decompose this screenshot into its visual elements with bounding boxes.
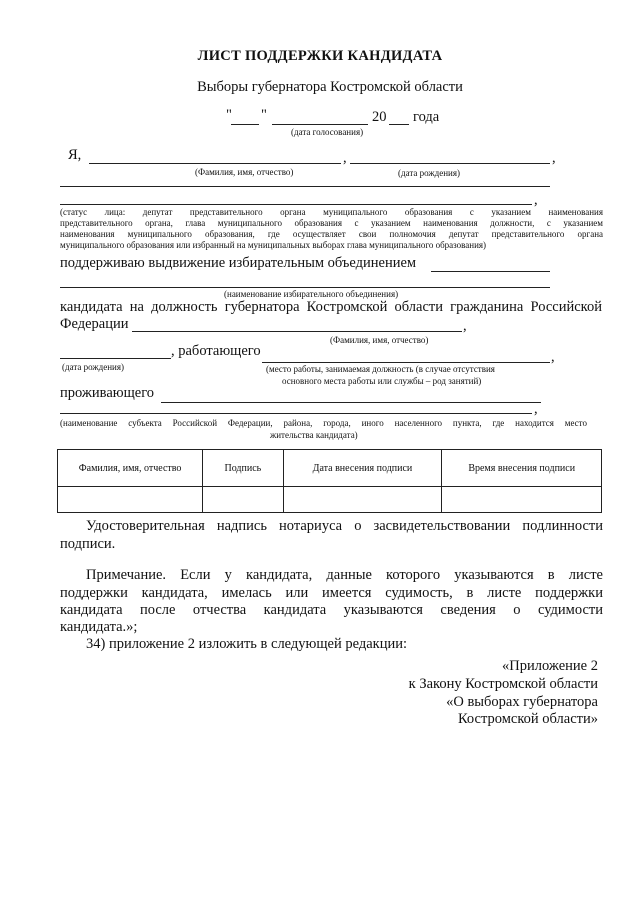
- candidate-fio-caption: (Фамилия, имя, отчество): [330, 335, 429, 345]
- status-comma: ,: [534, 192, 538, 208]
- note-line: Примечание. Если у кандидата, данные которого указываются в листе: [86, 567, 603, 583]
- candidate-work-blank[interactable]: [262, 362, 550, 363]
- association-blank-1[interactable]: [431, 271, 550, 272]
- signer-fio-blank[interactable]: [89, 163, 341, 164]
- quote-open: ": [226, 107, 232, 123]
- year-prefix: 20: [372, 109, 387, 125]
- work-caption-line: (место работы, занимаемая должность (в случае отсутствия: [266, 364, 495, 374]
- table-header-cell: Подпись: [203, 450, 283, 487]
- signer-birth-blank[interactable]: [350, 163, 550, 164]
- residence-comma: ,: [534, 401, 538, 417]
- status-blank-2[interactable]: [60, 204, 532, 205]
- table-header-cell: Дата внесения подписи: [283, 450, 442, 487]
- signer-fio-caption: (Фамилия, имя, отчество): [195, 167, 294, 177]
- table-header-cell: Время внесения подписи: [442, 450, 602, 487]
- signer-birth-caption: (дата рождения): [398, 168, 460, 178]
- year-suffix: года: [413, 109, 440, 125]
- table-header-row: [58, 450, 602, 487]
- candidate-birth-caption: (дата рождения): [62, 362, 124, 372]
- page-title: ЛИСТ ПОДДЕРЖКИ КАНДИДАТА: [197, 48, 443, 64]
- association-blank-2[interactable]: [60, 287, 550, 288]
- residing-text: проживающего: [60, 385, 155, 401]
- notary-line: подписи.: [60, 536, 116, 552]
- candidate-comma: ,: [463, 318, 467, 334]
- table-header-cell: Фамилия, имя, отчество: [58, 450, 203, 487]
- residence-blank-1[interactable]: [161, 402, 541, 403]
- residence-blank-2[interactable]: [60, 413, 532, 414]
- note-line: поддержки кандидата, имелась или имеется судимость, в листе поддержки: [60, 585, 603, 601]
- table-cell[interactable]: [283, 487, 442, 513]
- support-text: поддерживаю выдвижение избирательным объединением: [60, 255, 417, 271]
- table-row: [58, 487, 602, 513]
- note-line: кандидата.»;: [60, 619, 138, 635]
- year-blank[interactable]: [389, 124, 409, 125]
- appendix-line: «О выборах губернатора: [446, 694, 598, 710]
- signer-prefix: Я,: [68, 147, 82, 163]
- quote-close: ": [261, 107, 267, 123]
- status-blank-1[interactable]: [60, 186, 550, 187]
- signer-comma: ,: [343, 150, 347, 166]
- appendix-line: к Закону Костромской области: [408, 676, 598, 692]
- status-caption-line: муниципального образования или избранный на муниципальных выборах глава муниципального образования): [60, 240, 487, 250]
- voting-date-caption: (дата голосования): [291, 127, 364, 137]
- status-caption-line: представительного органа, глава муниципального образования с указанием наименования должности, с указанием: [60, 218, 603, 228]
- notary-line: Удостоверительная надпись нотариуса о засвидетельствовании подлинности: [86, 518, 603, 534]
- candidate-birth-blank[interactable]: [60, 358, 171, 359]
- signature-table: [57, 449, 602, 513]
- work-comma: ,: [551, 349, 555, 365]
- table-cell[interactable]: [58, 487, 203, 513]
- association-caption: (наименование избирательного объединения): [224, 289, 399, 299]
- residence-caption-line: (наименование субъекта Российской Федерации, района, города, иного населенного пункта, где находится место: [60, 418, 587, 428]
- table-cell[interactable]: [442, 487, 602, 513]
- appendix-line: Костромской области»: [457, 711, 598, 727]
- amendment-text: 34) приложение 2 изложить в следующей редакции:: [86, 636, 408, 652]
- residence-caption-line: жительства кандидата): [270, 430, 358, 440]
- note-line: кандидата после отчества кандидата указываются сведения о судимости: [60, 602, 603, 618]
- signer-comma-end: ,: [552, 150, 556, 166]
- work-caption-line: основного места работы или службы – род занятий): [282, 376, 482, 386]
- month-blank[interactable]: [272, 124, 368, 125]
- candidate-line-1: кандидата на должность губернатора Костромской области гражданина Российской: [60, 299, 602, 315]
- election-subtitle: Выборы губернатора Костромской области: [197, 79, 463, 95]
- status-caption-line: наименования муниципального образования, где осуществляет свои полномочия депутат представительного органа: [60, 229, 603, 239]
- working-text: , работающего: [171, 343, 261, 359]
- status-caption-line: (статус лица: депутат представительного органа муниципального образования с указанием наименования: [60, 207, 603, 217]
- candidate-fio-blank[interactable]: [132, 331, 462, 332]
- day-blank[interactable]: [231, 124, 259, 125]
- appendix-line: «Приложение 2: [502, 658, 598, 674]
- candidate-line-2: Федерации: [60, 316, 129, 332]
- table-cell[interactable]: [203, 487, 283, 513]
